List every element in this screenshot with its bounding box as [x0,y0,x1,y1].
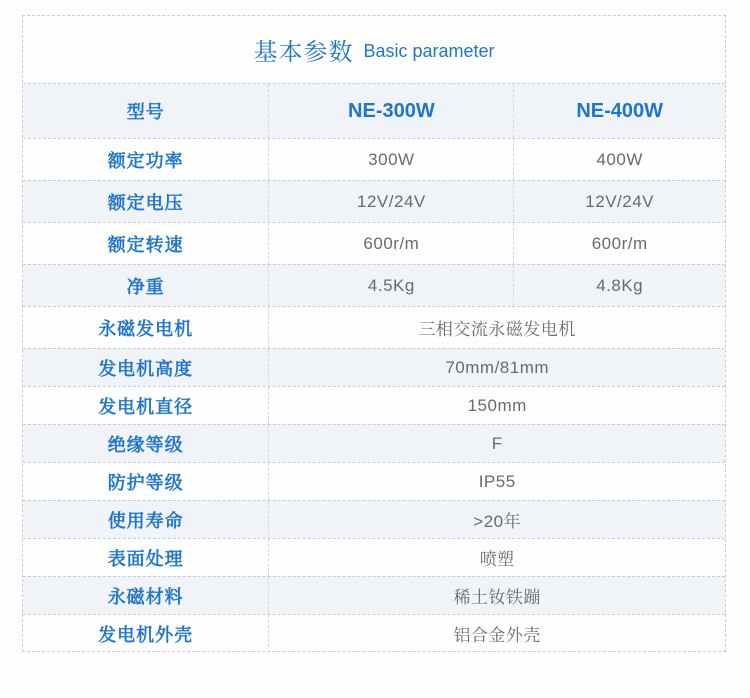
spec-row [23,180,725,222]
header-label-model: 型号 [23,84,269,138]
spec-row [23,386,725,424]
spec-row-value: 150mm [467,395,527,415]
header-model-ne400w: NE-400W [576,99,664,122]
spec-table-body [23,138,725,652]
spec-row-value: F [491,433,503,453]
spec-row-value: 70mm/81mm [445,357,550,377]
spec-row-label: 发电机高度 [23,349,269,386]
spec-row [23,462,725,500]
table-title-en: Basic parameter [363,41,495,61]
spec-row-label: 发电机外壳 [23,615,269,652]
table-title-zh: 基本参数 [253,39,354,66]
spec-row-value: 4.8Kg [596,275,644,295]
spec-row [23,500,725,538]
table-title [23,16,725,83]
spec-row-value: 4.5Kg [269,265,514,306]
spec-row-value: >20年 [473,512,522,531]
spec-row-label: 永磁材料 [23,577,269,614]
spec-row [23,424,725,462]
spec-row-value: IP55 [478,471,516,491]
spec-row [23,538,725,576]
spec-row-value: 铝合金外壳 [453,626,541,645]
spec-row [23,264,725,306]
spec-row-value: 稀土钕铁蹦 [453,588,541,607]
spec-row-value: 12V/24V [269,181,514,222]
spec-row-label: 净重 [23,265,269,306]
spec-row-label: 发电机直径 [23,387,269,424]
spec-row [23,222,725,264]
spec-row-label: 使用寿命 [23,501,269,538]
spec-row-label: 表面处理 [23,539,269,576]
spec-row-label: 额定功率 [23,139,269,180]
spec-row-label: 额定电压 [23,181,269,222]
table-header-row [23,83,725,138]
header-model-ne300w: NE-300W [269,84,514,138]
spec-row [23,348,725,386]
spec-row-label: 绝缘等级 [23,425,269,462]
spec-row-label: 防护等级 [23,463,269,500]
basic-parameter-table [22,15,726,652]
spec-row-value: 400W [596,149,643,169]
spec-row-value: 12V/24V [585,191,655,211]
spec-row-value: 三相交流永磁发电机 [418,320,576,339]
spec-row-label: 永磁发电机 [23,307,269,348]
spec-row-value: 300W [269,139,514,180]
spec-row [23,306,725,348]
spec-row-label: 额定转速 [23,223,269,264]
spec-row [23,138,725,180]
spec-row [23,576,725,614]
spec-row-value: 600r/m [269,223,514,264]
spec-row [23,614,725,652]
spec-row-value: 600r/m [591,233,648,253]
spec-row-value: 喷塑 [479,550,515,569]
